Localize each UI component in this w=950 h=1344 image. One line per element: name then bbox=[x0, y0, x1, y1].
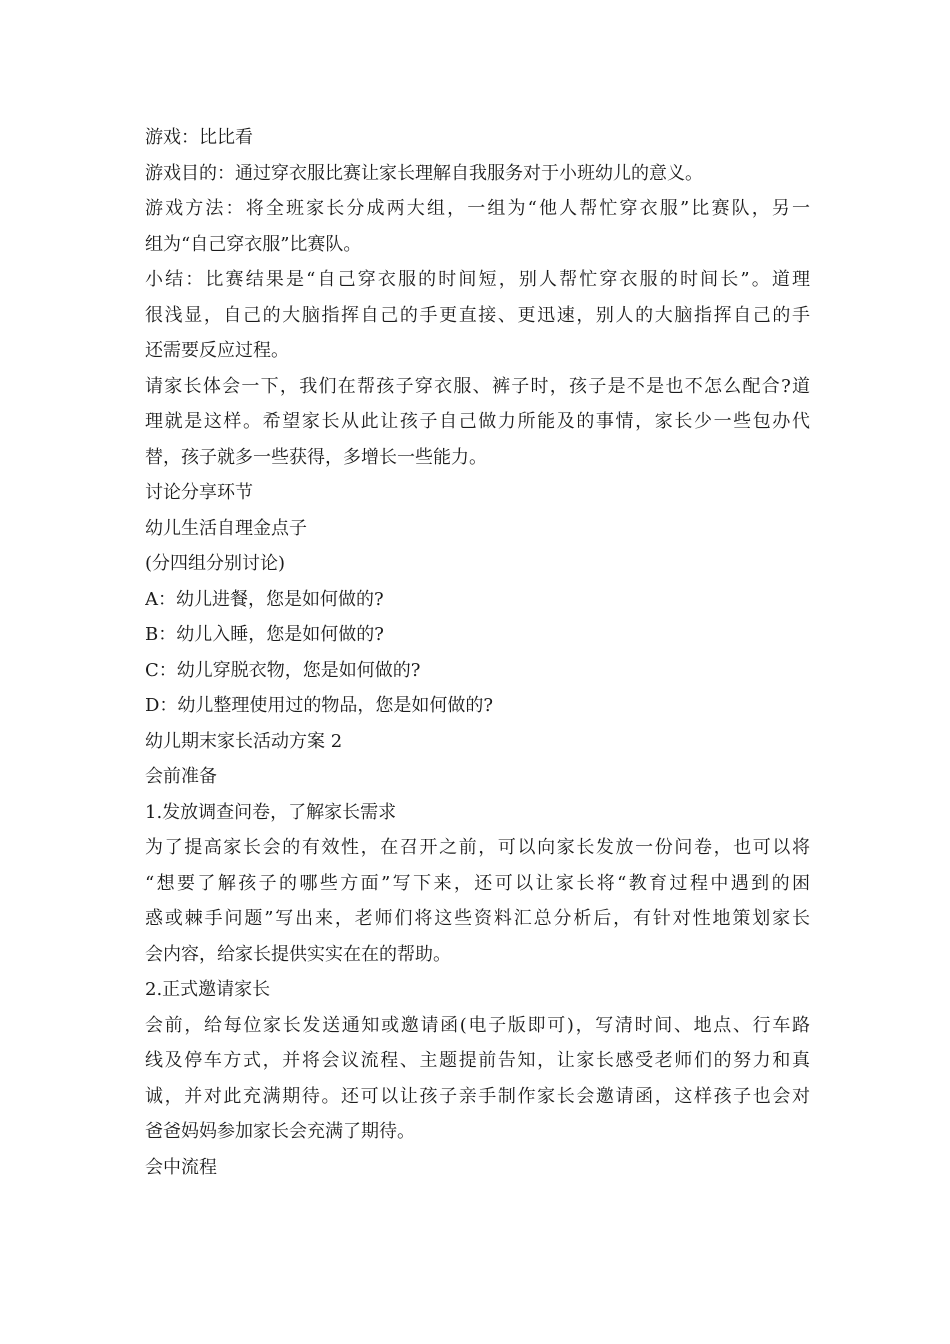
list-item: C：幼儿穿脱衣物，您是如何做的? bbox=[145, 659, 421, 681]
subsection-heading: 2.正式邀请家长 bbox=[145, 979, 271, 1000]
list-item: B：幼儿入睡，您是如何做的? bbox=[145, 624, 384, 645]
text-line: 游戏目的：通过穿衣服比赛让家长理解自我服务对于小班幼儿的意义。 bbox=[145, 162, 703, 184]
text-line: 游戏：比比看 bbox=[145, 127, 253, 148]
text-line: 小结：比赛结果是“自己穿衣服的时间短，别人帮忙穿衣服的时间长”。道理 bbox=[145, 269, 810, 290]
subsection-heading: 1.发放调查问卷，了解家长需求 bbox=[145, 801, 397, 823]
text-line: 会内容，给家长提供实实在在的帮助。 bbox=[145, 943, 451, 965]
text-line: 游戏方法：将全班家长分成两大组，一组为“他人帮忙穿衣服”比赛队，另一 bbox=[145, 198, 810, 219]
text-line: 替，孩子就多一些获得，多增长一些能力。 bbox=[145, 446, 487, 468]
list-item: D：幼儿整理使用过的物品，您是如何做的? bbox=[145, 695, 494, 716]
text-line: 请家长体会一下，我们在帮孩子穿衣服、裤子时，孩子是不是也不怎么配合?道 bbox=[145, 375, 810, 397]
text-line: 诚，并对此充满期待。还可以让孩子亲手制作家长会邀请函，这样孩子也会对 bbox=[145, 1085, 810, 1107]
text-line: 线及停车方式，并将会议流程、主题提前告知，让家长感受老师们的努力和真 bbox=[145, 1050, 810, 1071]
text-line: 惑或棘手问题”写出来，老师们将这些资料汇总分析后，有针对性地策划家长 bbox=[145, 908, 810, 929]
section-heading: 会前准备 bbox=[145, 766, 217, 787]
section-heading: 讨论分享环节 bbox=[145, 482, 253, 503]
text-line: 为了提高家长会的有效性，在召开之前，可以向家长发放一份问卷，也可以将 bbox=[145, 837, 810, 858]
text-line: 幼儿生活自理金点子 bbox=[145, 517, 307, 539]
text-line: 爸爸妈妈参加家长会充满了期待。 bbox=[145, 1121, 415, 1142]
text-line: 组为“自己穿衣服”比赛队。 bbox=[145, 233, 362, 255]
text-line: 理就是这样。希望家长从此让孩子自己做力所能及的事情，家长少一些包办代 bbox=[145, 411, 810, 432]
list-item: A：幼儿进餐，您是如何做的? bbox=[145, 588, 384, 610]
section-heading: 幼儿期末家长活动方案 2 bbox=[145, 730, 343, 752]
text-line: 会前，给每位家长发送通知或邀请函(电子版即可)，写清时间、地点、行车路 bbox=[145, 1014, 810, 1036]
text-line: “想要了解孩子的哪些方面”写下来，还可以让家长将“教育过程中遇到的困 bbox=[145, 872, 810, 894]
text-line: 很浅显，自己的大脑指挥自己的手更直接、更迅速，别人的大脑指挥自己的手 bbox=[145, 304, 810, 326]
text-line: 还需要反应过程。 bbox=[145, 340, 289, 361]
document-page bbox=[145, 120, 810, 1185]
text-line: (分四组分别讨论) bbox=[145, 553, 286, 574]
section-heading: 会中流程 bbox=[145, 1156, 217, 1178]
